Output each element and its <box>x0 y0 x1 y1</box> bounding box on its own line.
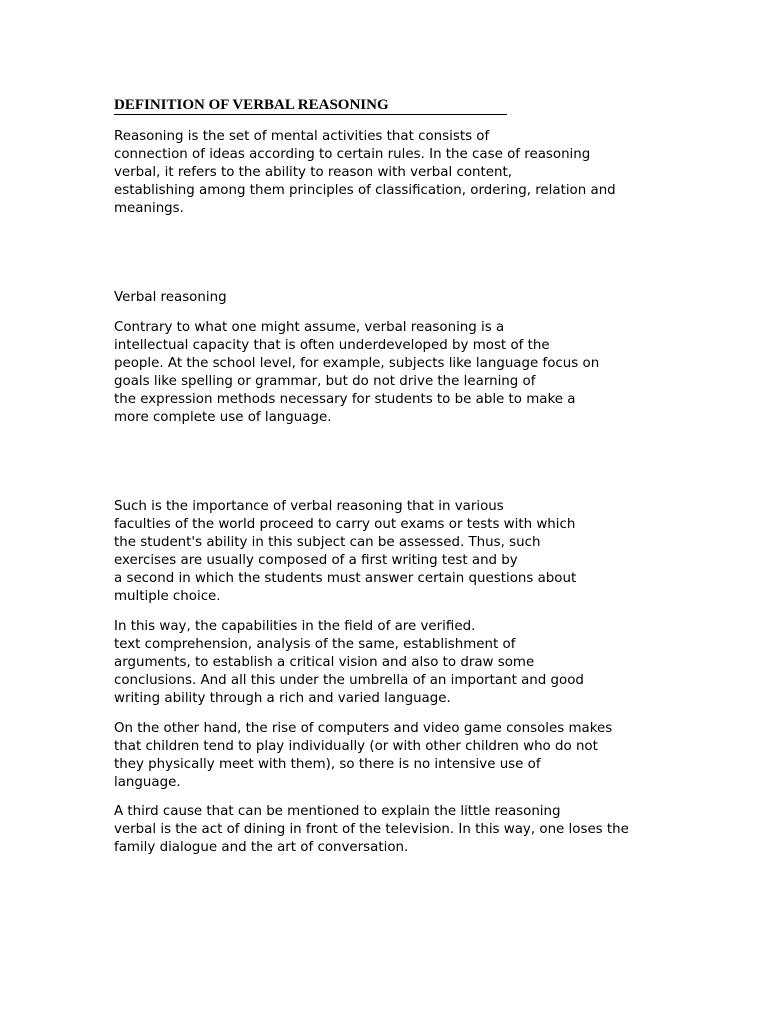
paragraph-definition <box>114 128 616 218</box>
text-line: the expression methods necessary for students to be able to make a <box>114 392 576 407</box>
text-line: verbal is the act of dining in front of the television. In this way, one loses the <box>114 822 629 837</box>
text-line: multiple choice. <box>114 589 221 604</box>
text-line: Contrary to what one might assume, verbal reasoning is a <box>114 320 505 335</box>
text-line: goals like spelling or grammar, but do not drive the learning of <box>114 374 536 389</box>
text-line: conclusions. And all this under the umbrella of an important and good <box>114 673 584 688</box>
text-line: In this way, the capabilities in the field of are verified. <box>114 619 476 634</box>
text-line: establishing among them principles of classification, ordering, relation and <box>114 183 616 198</box>
paragraph-importance <box>114 498 576 606</box>
text-line: writing ability through a rich and varied language. <box>114 691 451 706</box>
text-line: that children tend to play individually (or with other children who do not <box>114 739 598 754</box>
text-line: family dialogue and the art of conversation. <box>114 840 409 855</box>
text-line: language. <box>114 775 181 790</box>
text-line: connection of ideas according to certain rules. In the case of reasoning <box>114 147 591 162</box>
text-line: a second in which the students must answer certain questions about <box>114 571 577 586</box>
paragraph-underdeveloped <box>114 319 599 427</box>
text-line: On the other hand, the rise of computers and video game consoles makes <box>114 721 613 736</box>
text-line: intellectual capacity that is often underdeveloped by most of the <box>114 338 550 353</box>
text-line: the student's ability in this subject can be assessed. Thus, such <box>114 535 541 550</box>
text-line: Reasoning is the set of mental activities that consists of <box>114 129 490 144</box>
text-line: more complete use of language. <box>114 410 332 425</box>
text-line: verbal, it refers to the ability to reason with verbal content, <box>114 165 513 180</box>
text-line: exercises are usually composed of a first writing test and by <box>114 553 518 568</box>
text-line: Such is the importance of verbal reasoning that in various <box>114 499 504 514</box>
text-line: people. At the school level, for example, subjects like language focus on <box>114 356 600 371</box>
text-line: Verbal reasoning <box>114 290 227 305</box>
document-title: DEFINITION OF VERBAL REASONING <box>114 96 507 115</box>
text-line: faculties of the world proceed to carry out exams or tests with which <box>114 517 576 532</box>
text-line: meanings. <box>114 201 184 216</box>
text-line: text comprehension, analysis of the same, establishment of <box>114 637 516 652</box>
text-line: arguments, to establish a critical vision and also to draw some <box>114 655 535 670</box>
text-line: A third cause that can be mentioned to explain the little reasoning <box>114 804 561 819</box>
paragraph-computers <box>114 720 612 792</box>
section-label-verbal-reasoning <box>114 289 227 307</box>
paragraph-third-cause <box>114 803 629 857</box>
text-line: they physically meet with them), so there is no intensive use of <box>114 757 541 772</box>
paragraph-capabilities <box>114 618 584 708</box>
